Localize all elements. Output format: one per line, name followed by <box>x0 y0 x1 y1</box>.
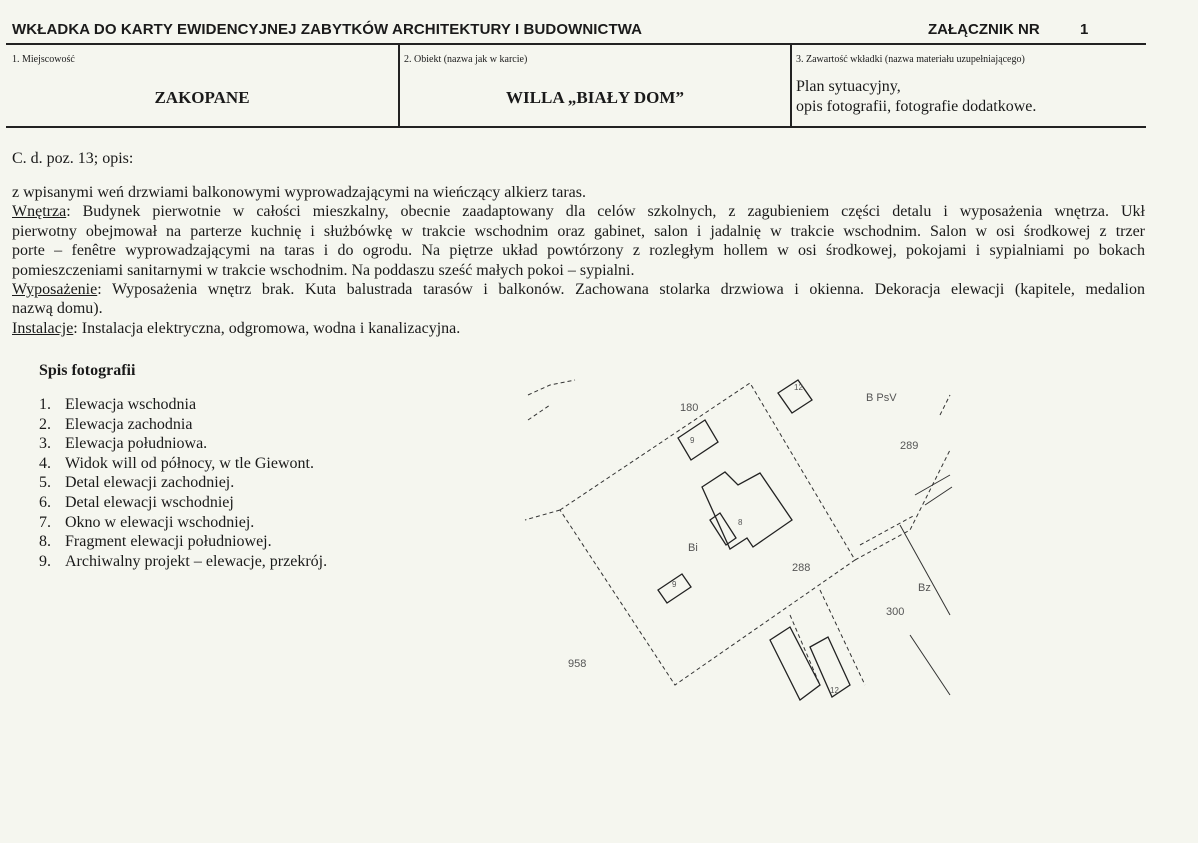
object-value: WILLA „BIAŁY DOM” <box>506 88 684 107</box>
building-label: 8 <box>738 518 743 527</box>
plot-line <box>925 487 952 505</box>
table-bottom-border <box>6 126 1146 128</box>
object-label: 2. Obiekt (nazwa jak w karcie) <box>404 54 528 65</box>
contents-line-1: Plan sytuacyjny, <box>796 78 901 95</box>
plot-boundary <box>940 395 950 415</box>
form-title: WKŁADKA DO KARTY EWIDENCYJNEJ ZABYTKÓW ARCHITEKTURY I BUDOWNICTWA <box>12 21 643 38</box>
description-line: z wpisanymi weń drzwiami balkonowymi wyprowadzającymi na wieńczący alkierz taras. <box>12 184 587 201</box>
installations-paragraph-line: Instalacje: Instalacja elektryczna, odgromowa, wodna i kanalizacyjna. <box>12 319 461 337</box>
outbuilding <box>678 420 718 460</box>
annex-label: ZAŁĄCZNIK NR <box>928 21 1040 38</box>
interior-paragraph-line: pomieszczeniami sanitarnymi w trakcie wschodnim. Na poddaszu sześć małych pokoi – sypialni. <box>12 261 635 279</box>
photo-list-item: 1. Elewacja wschodnia <box>39 396 197 413</box>
zone-label: Bz <box>918 582 931 594</box>
interior-paragraph-line: pierwotny obejmował na parterze kuchnię i służbówkę w trakcie wschodnim oraz gabinet, salon i jadalnię w trakcie wschodnim. Salon w osi środkowej z trzer <box>12 222 1145 240</box>
villa-annex <box>710 513 736 545</box>
site-plan-map <box>520 375 960 705</box>
photo-list-item: 3. Elewacja południowa. <box>39 435 208 453</box>
photo-list-item: 6. Detal elewacji wschodniej <box>39 493 234 511</box>
building-label: 12 <box>794 383 803 392</box>
table-top-border <box>6 43 1146 45</box>
photo-list <box>39 395 327 571</box>
photo-list-item: 2. Elewacja zachodnia <box>39 415 193 433</box>
location-value: ZAKOPANE <box>154 88 250 107</box>
building-label: 12 <box>830 686 839 695</box>
interior-heading: Wnętrza <box>12 203 67 221</box>
plot-boundary <box>528 380 575 395</box>
contents-line-2: opis fotografii, fotografie dodatkowe. <box>796 98 1037 115</box>
installations-heading: Instalacje <box>12 319 74 337</box>
plot-boundary <box>855 450 950 560</box>
outbuilding <box>770 627 820 700</box>
photo-list-item: 5. Detal elewacji zachodniej. <box>39 474 235 492</box>
plot-boundary <box>528 405 550 420</box>
plot-boundary <box>790 615 820 685</box>
plot-line <box>910 635 950 695</box>
photo-list-item: 7. Okno w elewacji wschodniej. <box>39 513 255 531</box>
table-divider-2 <box>790 44 792 127</box>
equipment-paragraph-line: Wyposażenie: Wyposażenia wnętrz brak. Kuta balustrada tarasów i balkonów. Zachowana stolarka drzwiowa i okienna. Dekoracja elewacji (kapitele, medalion <box>12 281 1145 299</box>
parcel-number: 958 <box>568 658 587 670</box>
description-text <box>12 183 1145 338</box>
zone-label: B PsV <box>866 392 897 404</box>
plot-boundary <box>525 510 560 520</box>
photo-list-item: 8. Fragment elewacji południowej. <box>39 533 272 551</box>
building-label: 9 <box>690 436 695 445</box>
photo-list-item: 4. Widok will od północy, w tle Giewont. <box>39 454 314 472</box>
parcel-number: 300 <box>886 606 905 618</box>
interior-paragraph-line: Wnętrza: Budynek pierwotnie w całości mieszkalny, obecnie zaadaptowany dla celów szkolnych, z zagubieniem części detalu i wyposażenia wnętrza. Ukł <box>12 203 1145 221</box>
contents-value <box>796 77 1036 117</box>
contents-label: 3. Zawartość wkładki (nazwa materiału uzupełniającego) <box>796 54 1025 65</box>
location-label: 1. Miejscowość <box>12 54 75 65</box>
interior-paragraph-line: porte – fenêtre wyprowadzającymi na taras i do ogrodu. Na piętrze układ powtórzony z rozległym hollem w osi środkowej, pokojami i sypialniami po bokach <box>12 242 1145 260</box>
photo-list-heading: Spis fotografii <box>39 362 136 379</box>
equipment-paragraph-line: nazwą domu). <box>12 300 103 318</box>
zone-label: Bi <box>688 542 698 554</box>
plot-boundary <box>860 515 915 545</box>
photo-list-item: 9. Archiwalny projekt – elewacje, przekrój. <box>39 552 328 570</box>
plot-line <box>900 525 950 615</box>
parcel-number: 288 <box>792 562 811 574</box>
equipment-heading: Wyposażenie <box>12 281 98 299</box>
building-label: 9 <box>672 580 677 589</box>
continuation-intro: C. d. poz. 13; opis: <box>12 150 134 167</box>
parcel-number: 289 <box>900 440 919 452</box>
plot-boundary <box>560 383 855 685</box>
villa-building <box>702 472 792 549</box>
parcel-number: 180 <box>680 402 699 414</box>
table-divider-1 <box>398 44 400 127</box>
annex-number: 1 <box>1080 21 1089 38</box>
